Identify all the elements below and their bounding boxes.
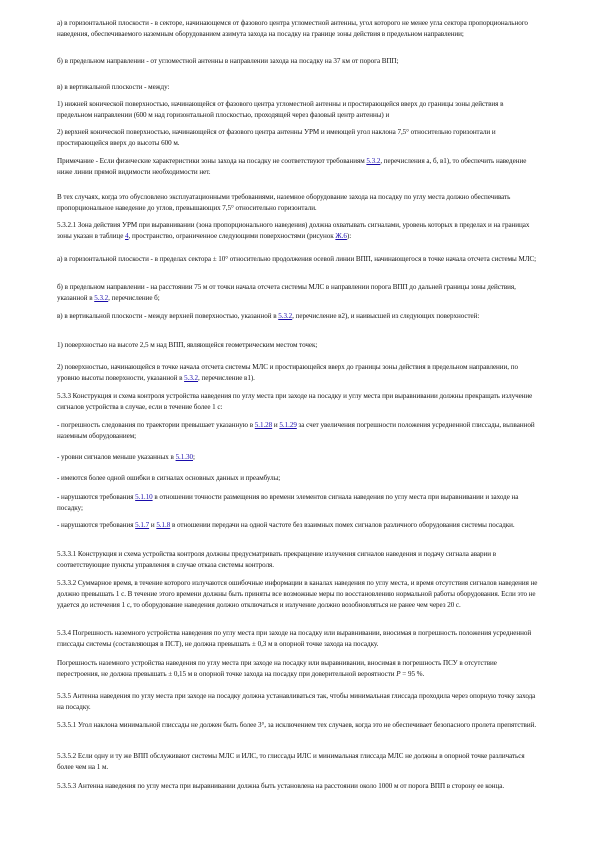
text-timing-b: в отношении точности размещения во времени элементов сигнала наведения по углу места при выравнивании и заходе на посадку; — [57, 493, 519, 512]
text-levels-b: ; — [193, 453, 195, 461]
link-5-3-2[interactable]: 5.3.2 — [366, 157, 381, 165]
text-levels-a: - уровни сигналов меньше указанных в — [57, 453, 176, 461]
link-5-1-30[interactable]: 5.1.30 — [175, 453, 193, 461]
paragraph-note — [57, 156, 540, 178]
paragraph-limit-direction-37km: б) в предельном направлении - от угломестной антенны в направлении захода на посадку на 37 км от порога ВПП; — [57, 57, 399, 65]
text-75m-b: , перечисление б; — [108, 293, 160, 302]
text-freq-b: и — [149, 521, 157, 529]
probability-symbol: P — [396, 669, 401, 678]
paragraph-signal-levels — [57, 452, 540, 463]
text-5-3-2-1-c: ): — [346, 231, 352, 240]
text-surface-b: , перечисление в1). — [198, 373, 255, 382]
link-5-1-10[interactable]: 5.1.10 — [135, 493, 153, 501]
paragraph-5-3-2-1 — [57, 220, 540, 242]
paragraph-5-3-5-1: 5.3.5.1 Угол наклона минимальной глиссады не должен быть более 3°, за исключением тех случаев, когда это не обеспечивает безопасного пролета препятствий. — [57, 721, 537, 729]
link-table-4[interactable]: 4 — [125, 231, 129, 240]
text-psu-b: = 95 %. — [400, 669, 425, 678]
paragraph-horizontal-plane-10deg: а) в горизонтальной плоскости - в пределах сектора ± 10° относительно продолжения осевой линии ВПП, начинающегося в точке начала отсчета системы МЛС; — [57, 255, 537, 263]
paragraph-tracking-error — [57, 420, 540, 442]
paragraph-operational-requirements: В тех случаях, когда это обусловлено эксплуатационными требованиями, наземное оборудование захода на посадку по углу места должно обеспечивать пропорциональное наведение до углов, превышающих 7,5° относительно горизонтали. — [57, 193, 511, 212]
note-text-b: , перечисления а, б, в1), то обеспечить наведение ниже линии прямой видимости необходимости нет. — [57, 157, 527, 176]
link-5-1-7[interactable]: 5.1.7 — [135, 521, 150, 529]
text-tracking-c: за счет увеличения погрешности положения усредненной глиссады, вызванной наземным оборудованием; — [57, 421, 535, 440]
paragraph-5-3-5-2: 5.3.5.2 Если одну и ту же ВПП обслуживают системы МЛС и ИЛС, то глиссады ИЛС и минимальная глиссада МЛС не должны в опорной точке различаться более чем на 1 м. — [57, 752, 525, 771]
paragraph-vertical-plane-between: в) в вертикальной плоскости - между: — [57, 83, 170, 91]
paragraph-timing-requirements — [57, 492, 540, 514]
link-5-1-29[interactable]: 5.1.29 — [279, 421, 297, 429]
link-5-1-8[interactable]: 5.1.8 — [156, 521, 171, 529]
paragraph-surface-from-origin — [57, 362, 540, 384]
text-5-3-2-1-b: , пространство, ограниченное следующими поверхностями (рисунок — [128, 231, 336, 240]
text-surface-a: 2) поверхностью, начинающейся в точке начала отсчета системы МЛС и простирающейся вверх до границы зоны действия в предельном направлении, по уровню высоты поверхности, указанной в — [57, 363, 518, 382]
paragraph-frequency-interference — [57, 520, 540, 531]
paragraph-5-3-5-3: 5.3.5.3 Антенна наведения по углу места при выравнивании должна быть установлена на расстоянии около 1000 м от порога ВПП в сторону ее конца. — [57, 782, 505, 790]
paragraph-psu-error — [57, 658, 540, 680]
text-5-3-2-1-a: 5.3.2.1 Зона действия УРМ при выравнивании (зона пропорционального наведения) должна охватывать сигналами, уровень которых в пределах и на границах зоны указан в таблице — [57, 221, 530, 240]
link-figure-zh6[interactable]: Ж.6 — [335, 231, 347, 240]
text-tracking-b: и — [272, 421, 280, 429]
link-5-1-28[interactable]: 5.1.28 — [254, 421, 273, 429]
paragraph-surface-2-5m: 1) поверхностью на высоте 2,5 м над ВПП, являющейся геометрическим местом точек; — [57, 341, 318, 349]
paragraph-lower-conical-surface: 1) нижней конической поверхностью, начинающейся от фазового центра угломестной антенны и простирающейся вверх до границы зоны действия в предельном направлении (600 м над горизонтальной плоскостью, проходящей через фазовый центр антенны) и — [57, 100, 504, 119]
paragraph-5-3-5: 5.3.5 Антенна наведения по углу места при заходе на посадку должна устанавливаться так, чтобы минимальная глиссада проходила через опорную точку захода на посадку. — [57, 692, 536, 711]
paragraph-vertical-plane-upper-surface — [57, 311, 540, 322]
paragraph-5-3-3-2: 5.3.3.2 Суммарное время, в течение которого излучаются ошибочные информации в каналах наведения по углу места, и время отсутствия сигналов наведения не должно превышать 1 с. В течение этого времени должны быть приняты все возможные меры по восстановлению нормальной работы оборудования. Если это не удается до истечения 1 с, то оборудование наведения должно отключаться и излучение должно возобновляться не ранее чем через 20 с. — [57, 579, 538, 609]
link-5-3-2[interactable]: 5.3.2 — [184, 373, 199, 382]
paragraph-limit-direction-75m — [57, 282, 540, 304]
text-vertical-a: в) в вертикальной плоскости - между верхней поверхностью, указанной в — [57, 312, 279, 320]
paragraph-upper-conical-surface: 2) верхней конической поверхностью, начинающейся от фазового центра антенны УРМ и имеющей угол наклона 7,5° относительно горизонтали и простирающейся вверх до высоты 600 м. — [57, 128, 496, 147]
text-75m-a: б) в предельном направлении - на расстоянии 75 м от точки начала отсчета системы МЛС в направлении порога ВПП до дальней границы зоны действия, указанной в — [57, 283, 516, 302]
text-psu-a: Погрешность наземного устройства наведения по углу места при заходе на посадку или выравнивании, вносимая в погрешность ПСУ в отсутствие перестроения, не должна превышать ± 0,15 м в опорной точке захода на посадку при доверительной вероятности — [57, 659, 497, 678]
link-5-3-2[interactable]: 5.3.2 — [278, 312, 293, 320]
text-freq-a: - нарушаются требования — [57, 521, 136, 529]
paragraph-preamble-errors: - имеются более одной ошибки в сигналах основных данных и преамбулы; — [57, 474, 281, 482]
text-tracking-a: - погрешность следования по траектории превышает указанную в — [57, 421, 255, 429]
text-vertical-b: , перечисление в2), и наивысшей из следующих поверхностей: — [292, 312, 480, 320]
text-freq-c: в отношении передачи на одной частоте без взаимных помех сигналов различного оборудования системы посадки. — [170, 521, 515, 529]
paragraph-5-3-3: 5.3.3 Конструкция и схема контроля устройства наведения по углу места при заходе на посадку и углу места при выравнивании должны прекращать излучение сигналов устройства в случае, если в течение более 1 с: — [57, 392, 533, 411]
link-5-3-2[interactable]: 5.3.2 — [94, 293, 109, 302]
paragraph-horizontal-plane-sector: а) в горизонтальной плоскости - в секторе, начинающемся от фазового центра угломестной антенны, угол которого не менее угла сектора пропорционального наведения, обеспечиваемого наземным оборудованием азимута захода на посадку на границе зоны действия в предельном направлении; — [57, 19, 528, 38]
paragraph-5-3-4: 5.3.4 Погрешность наземного устройства наведения по углу места при заходе на посадку или выравнивании, вносимая в погрешность положения усредненной глиссады системы (составляющая в ПСТ), не должна превышать ± 0,3 м в опорной точке захода на посадку. — [57, 629, 532, 648]
paragraph-5-3-3-1: 5.3.3.1 Конструкция и схема устройства контроля должны предусматривать прекращение излучения сигналов наведения и подачу сигнала аварии в соответствующие пункты управления в случае отказа системы контроля. — [57, 550, 497, 569]
text-timing-a: - нарушаются требования — [57, 493, 136, 501]
note-text-a: Примечание - Если физические характеристики зоны захода на посадку не соответствуют требованиям — [57, 157, 367, 165]
